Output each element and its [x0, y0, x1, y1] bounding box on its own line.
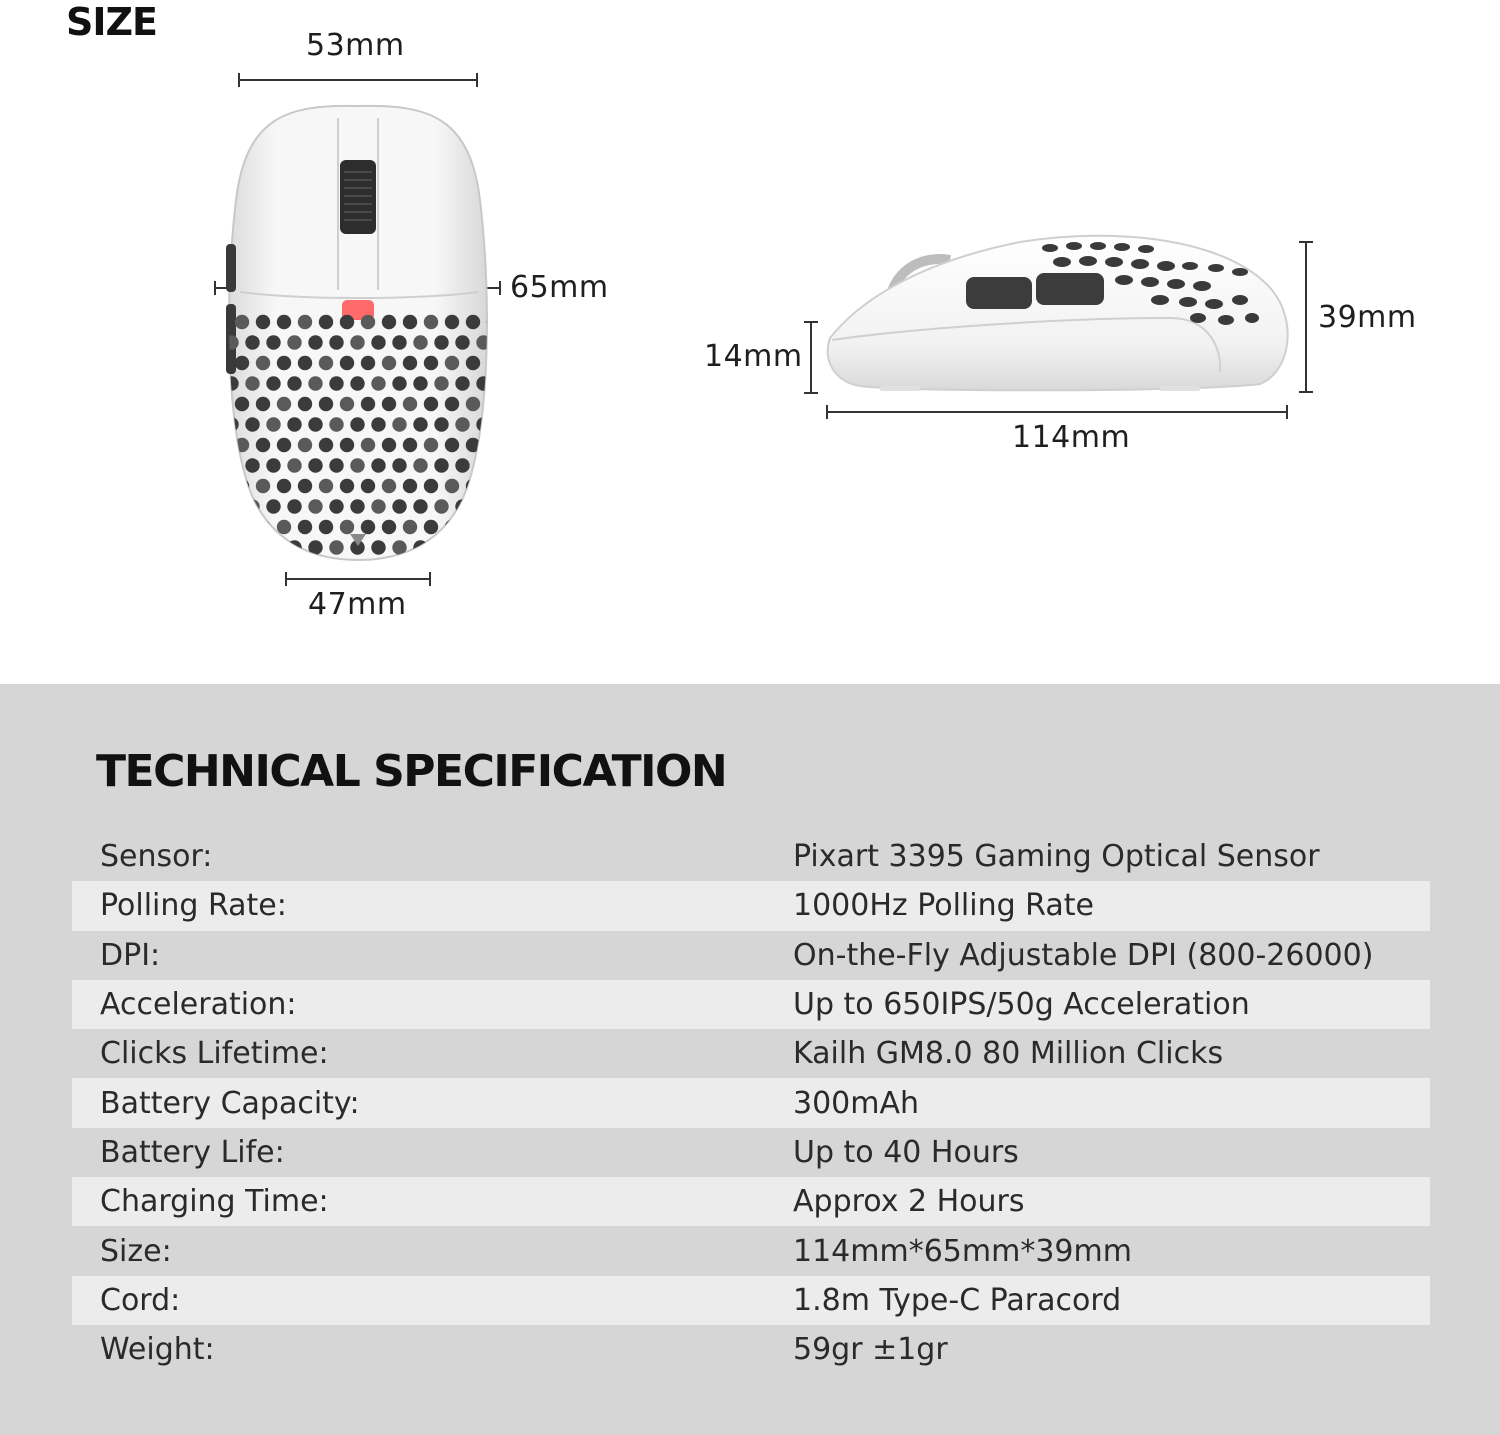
spec-label: Size:: [100, 1233, 172, 1269]
spec-label: DPI:: [100, 937, 161, 973]
spec-row: [72, 832, 1430, 881]
spec-label: Cord:: [100, 1282, 181, 1318]
dimension-label-front-height: 14mm: [704, 339, 803, 374]
spec-value: 1000Hz Polling Rate: [793, 888, 1094, 924]
side-height-dimension-line: [1299, 242, 1313, 392]
spec-title: TECHNICAL SPECIFICATION: [96, 746, 727, 797]
spec-row: [72, 931, 1430, 980]
spec-value: 1.8m Type-C Paracord: [793, 1282, 1122, 1318]
front-height-dimension-line: [804, 322, 818, 393]
spec-row: [72, 1325, 1430, 1374]
spec-table: [72, 832, 1430, 1374]
spec-label: Weight:: [100, 1332, 215, 1368]
spec-label: Acceleration:: [100, 987, 297, 1023]
spec-value: On-the-Fly Adjustable DPI (800-26000): [793, 937, 1374, 973]
spec-value: 300mAh: [793, 1085, 920, 1121]
dimension-label-side-height: 39mm: [1318, 300, 1417, 335]
size-title: SIZE: [66, 0, 158, 44]
spec-value: Pixart 3395 Gaming Optical Sensor: [793, 839, 1320, 875]
spec-row: [72, 1078, 1430, 1127]
mouse-side-view: [828, 236, 1288, 391]
spec-label: Charging Time:: [100, 1184, 329, 1220]
size-section: [0, 0, 1500, 684]
mouse-top-view: [214, 106, 512, 560]
spec-value: Up to 650IPS/50g Acceleration: [793, 987, 1250, 1023]
dimension-label-top-length: 65mm: [510, 270, 609, 305]
dimension-label-side-length: 114mm: [1012, 420, 1131, 455]
spec-label: Polling Rate:: [100, 888, 287, 924]
spec-row: [72, 1276, 1430, 1325]
spec-row: [72, 1029, 1430, 1078]
top-width-dimension-line: [239, 73, 477, 87]
spec-value: 59gr ±1gr: [793, 1332, 948, 1368]
spec-label: Battery Life:: [100, 1134, 285, 1170]
spec-label: Clicks Lifetime:: [100, 1036, 329, 1072]
bottom-width-dimension-line: [286, 572, 430, 586]
technical-specification-section: [0, 684, 1500, 1435]
spec-row: [72, 980, 1430, 1029]
side-length-dimension-line: [827, 405, 1287, 419]
spec-row: [72, 1226, 1430, 1275]
spec-value: Approx 2 Hours: [793, 1184, 1025, 1220]
spec-value: Up to 40 Hours: [793, 1134, 1019, 1170]
dimension-label-top-width: 53mm: [306, 28, 405, 63]
spec-label: Battery Capacity:: [100, 1085, 360, 1121]
spec-value: 114mm*65mm*39mm: [793, 1233, 1132, 1269]
spec-row: [72, 1128, 1430, 1177]
spec-row: [72, 881, 1430, 930]
spec-value: Kailh GM8.0 80 Million Clicks: [793, 1036, 1224, 1072]
dimension-label-bottom-width: 47mm: [308, 587, 407, 622]
spec-label: Sensor:: [100, 839, 213, 875]
spec-row: [72, 1177, 1430, 1226]
